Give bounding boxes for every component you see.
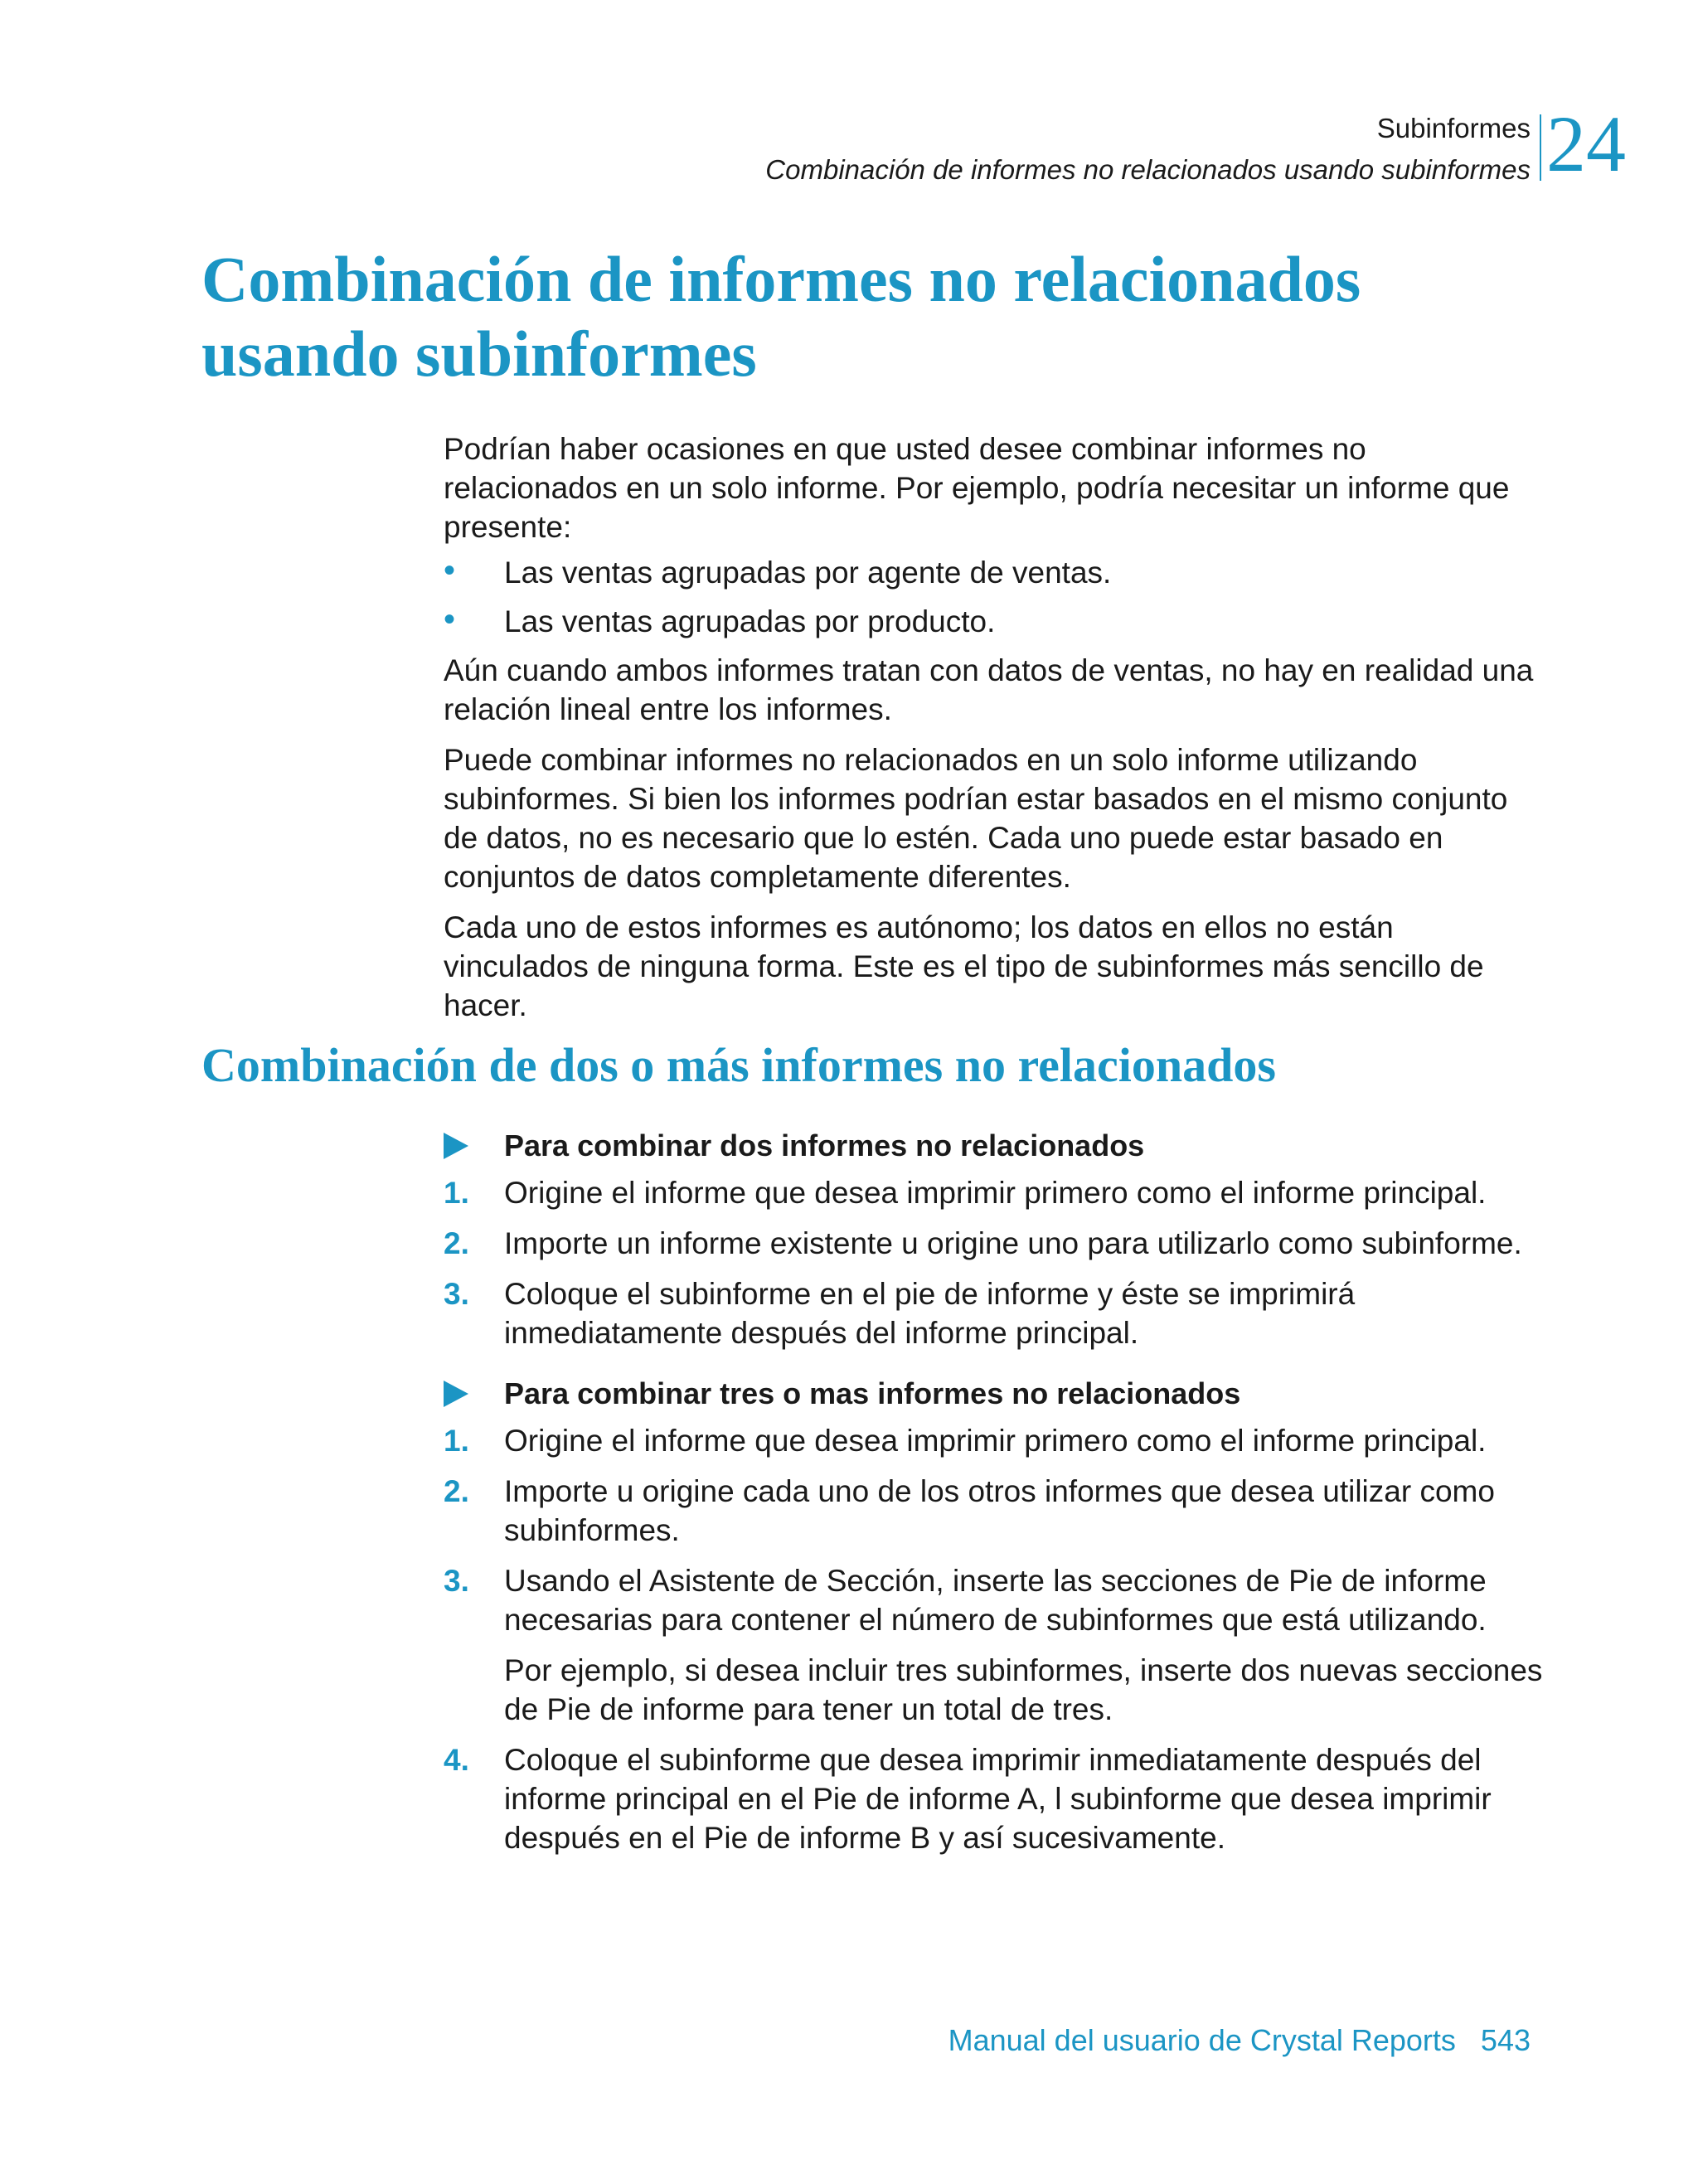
bullet-icon: • <box>444 552 456 589</box>
triangle-right-icon <box>444 1381 468 1407</box>
step-number: 1. <box>444 1176 469 1210</box>
intro-paragraph-4: Cada uno de estos informes es autónomo; los datos en ellos no están vinculados de ninguna forma. Este es el tipo de subinformes más sencillo de hacer. <box>444 910 1484 1022</box>
list-item <box>444 553 1546 592</box>
list-item <box>444 1274 1546 1352</box>
page-number: 543 <box>1480 2023 1531 2057</box>
step-text: Coloque el subinforme que desea imprimir inmediatamente después del informe principal en el Pie de informe A, l subinforme que desea imprimir después en el Pie de informe B y así sucesivamente. <box>504 1743 1492 1855</box>
bullet-text: Las ventas agrupadas por producto. <box>504 604 996 638</box>
step-number: 1. <box>444 1424 469 1458</box>
intro-paragraph-3: Puede combinar informes no relacionados en un solo informe utilizando subinformes. Si bien los informes podrían estar basados en el mismo conjunto de datos, no es necesario que lo estén. Cada uno puede estar basado en conjuntos de datos completamente diferentes. <box>444 743 1508 894</box>
procedure-three-title: Para combinar tres o mas informes no relacionados <box>504 1376 1241 1410</box>
chapter-number: 24 <box>1546 99 1626 188</box>
step-text: Origine el informe que desea imprimir primero como el informe principal. <box>504 1176 1487 1210</box>
procedure-three-steps <box>444 1421 1546 1857</box>
running-header-section: Subinformes <box>1376 113 1531 143</box>
list-item <box>444 1173 1546 1212</box>
list-item <box>444 1224 1546 1263</box>
list-item <box>444 602 1546 641</box>
bullet-list <box>444 553 1546 641</box>
list-item <box>444 1472 1546 1550</box>
step-text: Importe u origine cada uno de los otros informes que desea utilizar como subinformes. <box>504 1474 1495 1547</box>
step-text: Usando el Asistente de Sección, inserte las secciones de Pie de informe necesarias para contener el número de subinformes que está utilizando. <box>504 1564 1487 1637</box>
procedure-two-steps <box>444 1173 1546 1352</box>
procedure-two-heading <box>444 1126 1546 1165</box>
step-text: Importe un informe existente u origine uno para utilizarlo como subinforme. <box>504 1226 1522 1260</box>
running-header-subsection: Combinación de informes no relacionados usando subinformes <box>765 154 1531 185</box>
step-text: Coloque el subinforme en el pie de informe y éste se imprimirá inmediatamente después del informe principal. <box>504 1277 1356 1350</box>
running-header <box>765 108 1531 191</box>
step-number: 4. <box>444 1743 469 1777</box>
section-heading: Combinación de dos o más informes no relacionados <box>201 1038 1276 1092</box>
page-title: Combinación de informes no relacionados usando subinformes <box>201 243 1361 390</box>
procedure-two-title: Para combinar dos informes no relacionados <box>504 1128 1145 1162</box>
step-text: Origine el informe que desea imprimir primero como el informe principal. <box>504 1424 1487 1458</box>
bullet-text: Las ventas agrupadas por agente de ventas. <box>504 556 1112 590</box>
step-number: 3. <box>444 1564 469 1598</box>
manual-title: Manual del usuario de Crystal Reports <box>948 2023 1456 2057</box>
intro-paragraph-2: Aún cuando ambos informes tratan con datos de ventas, no hay en realidad una relación lineal entre los informes. <box>444 653 1534 726</box>
bullet-icon: • <box>444 601 456 638</box>
intro-paragraph-1: Podrían haber ocasiones en que usted desee combinar informes no relacionados en un solo informe. Por ejemplo, podría necesitar un informe que presente: <box>444 432 1510 544</box>
list-item <box>444 1561 1546 1729</box>
header-divider <box>1540 114 1541 181</box>
triangle-right-icon <box>444 1133 468 1159</box>
procedure-three-heading <box>444 1374 1546 1413</box>
step-note: Por ejemplo, si desea incluir tres subinformes, inserte dos nuevas secciones de Pie de informe para tener un total de tres. <box>504 1653 1543 1726</box>
procedures-section <box>444 1126 1546 1869</box>
step-number: 2. <box>444 1226 469 1260</box>
list-item <box>444 1740 1546 1857</box>
page-footer <box>948 2020 1531 2061</box>
step-number: 3. <box>444 1277 469 1311</box>
list-item <box>444 1421 1546 1460</box>
intro-section <box>444 430 1546 1036</box>
step-number: 2. <box>444 1474 469 1508</box>
